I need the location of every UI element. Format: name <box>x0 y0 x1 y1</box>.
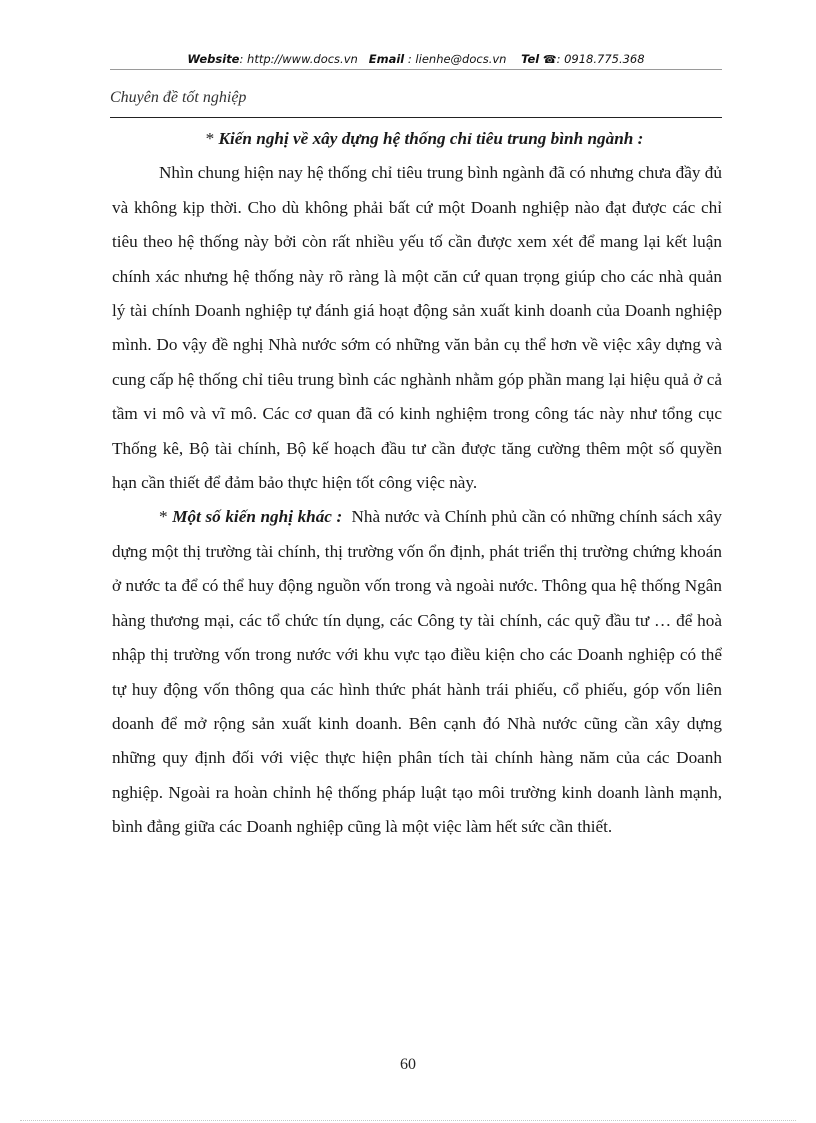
document-body <box>112 122 722 845</box>
page-number: 60 <box>400 1056 416 1073</box>
tel-value: : 0918.775.368 <box>556 52 645 66</box>
section2-bullet: * <box>159 507 168 527</box>
document-header-title: Chuyên đề tốt nghiệp <box>110 89 247 106</box>
section1-bullet: * <box>205 129 215 148</box>
section2-paragraph <box>112 500 722 844</box>
phone-icon: ☎ <box>542 53 557 66</box>
email-value[interactable]: : lienhe@docs.vn <box>407 52 507 66</box>
section1-heading-text: Kiến nghị về xây dựng hệ thống chỉ tiêu trung bình ngành : <box>218 129 644 148</box>
tel-label: Tel <box>521 52 540 66</box>
section1-heading <box>112 122 722 156</box>
email-label: Email <box>368 52 405 66</box>
section1-paragraph: Nhìn chung hiện nay hệ thống chỉ tiêu trung bình ngành đã có nhưng chưa đầy đủ và không kịp thời. Cho dù không phải bất cứ một Doanh nghiệp nào đạt được các chỉ tiêu theo hệ thống này bởi còn rất nhiều yếu tố cần được xem xét để mang lại kết luận chính xác nhưng hệ thống này rõ ràng là một căn cứ quan trọng giúp cho các nhà quản lý tài chính Doanh nghiệp tự đánh giá hoạt động sản xuất kinh doanh của Doanh nghiệp mình. Do vậy đề nghị Nhà nước sớm có những văn bản cụ thể hơn về việc xây dựng và cung cấp hệ thống chỉ tiêu trung bình các nghành nhằm góp phần mang lại hiệu quả ở cả tầm vi mô và vĩ mô. Các cơ quan đã có kinh nghiệm trong công tác này như tổng cục Thống kê, Bộ tài chính, Bộ kế hoạch đầu tư cần được tăng cường thêm một số quyền hạn cần thiết để đảm bảo thực hiện tốt công việc này. <box>112 163 722 493</box>
website-label: Website <box>187 52 240 66</box>
section2-lead: Một số kiến nghị khác : <box>172 507 343 527</box>
page-bottom-border <box>20 1120 796 1121</box>
header-divider <box>110 117 722 118</box>
website-value[interactable]: : http://www.docs.vn <box>239 52 358 66</box>
section2-text: Nhà nước và Chính phủ cần có những chính sách xây dựng một thị trường tài chính, thị trường vốn ổn định, phát triển thị trường chứng khoán ở nước ta để có thể huy động nguồn vốn trong và ngoài nước. Thông qua hệ thống Ngân hàng thương mại, các tổ chức tín dụng, các Công ty tài chính, các quỹ đầu tư … để hoà nhập thị trường vốn trong nước với khu vực tạo điều kiện cho các Doanh nghiệp có thể tự huy động vốn thông qua các hình thức phát hành trái phiếu, cổ phiếu, góp vốn liên doanh để mở rộng sản xuất kinh doanh. Bên cạnh đó Nhà nước cũng cần xây dựng những quy định đối với việc thực hiện phân tích tài chính hàng năm của các Doanh nghiệp. Ngoài ra hoàn chỉnh hệ thống pháp luật tạo môi trường kinh doanh lành mạnh, bình đẳng giữa các Doanh nghiệp cũng là một việc làm hết sức cần thiết. <box>112 507 723 837</box>
site-contact-bar <box>110 50 722 70</box>
